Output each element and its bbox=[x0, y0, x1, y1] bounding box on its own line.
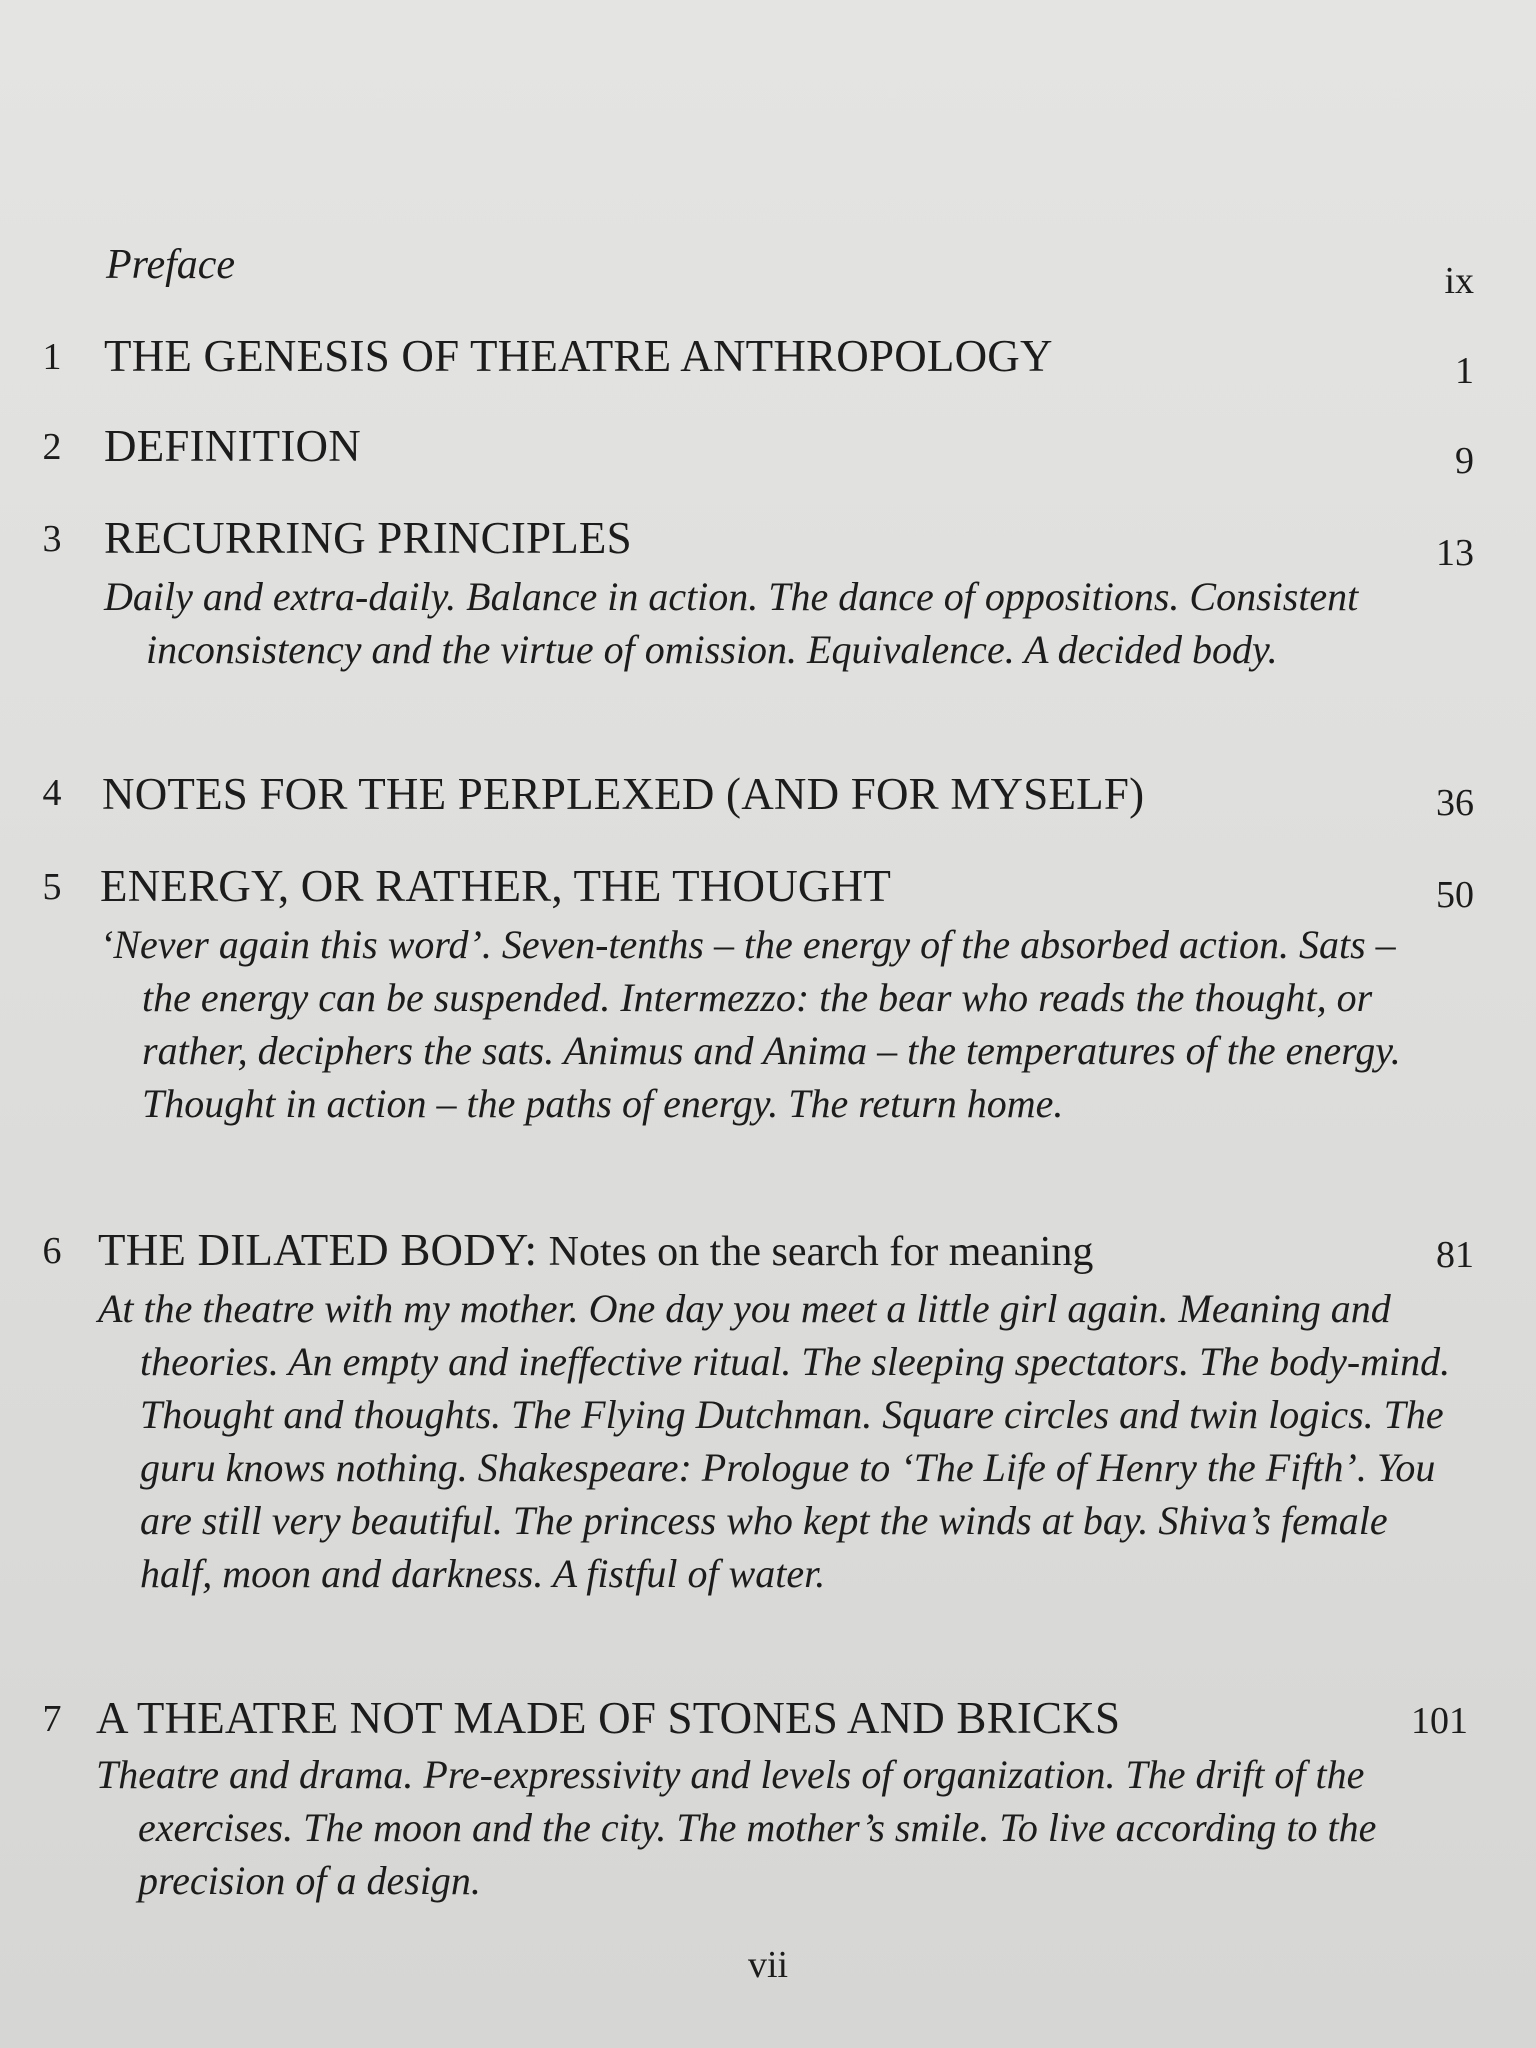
chapter-title bbox=[98, 1224, 1093, 1278]
chapter-page-number: 1 bbox=[1455, 350, 1474, 392]
chapter-title: A THEATRE NOT MADE OF STONES AND BRICKS bbox=[96, 1693, 1121, 1743]
preface-label: Preface bbox=[106, 242, 236, 288]
chapter-number: 2 bbox=[42, 426, 62, 468]
chapter-title: ENERGY, OR RATHER, THE THOUGHT bbox=[100, 861, 892, 911]
chapter-number: 4 bbox=[42, 772, 62, 814]
chapter-description: Theatre and drama. Pre-expressivity and levels of organization. The drift of the exercises. The moon and the city. The mother’s smile. To live according to the precision of a design. bbox=[96, 1752, 1377, 1903]
chapter-page-number: 36 bbox=[1436, 782, 1474, 824]
chapter-title: THE GENESIS OF THEATRE ANTHROPOLOGY bbox=[104, 331, 1053, 381]
page-folio: vii bbox=[747, 1944, 789, 1986]
chapter-page-number: 50 bbox=[1436, 874, 1474, 916]
chapter-page-number: 9 bbox=[1455, 440, 1474, 482]
chapter-page-number: 101 bbox=[1411, 1700, 1468, 1742]
chapter-subtitle: Notes on the search for meaning bbox=[548, 1229, 1094, 1275]
chapter-title: NOTES FOR THE PERPLEXED (AND FOR MYSELF) bbox=[102, 769, 1145, 819]
chapter-description: At the theatre with my mother. One day you meet a little girl again. Meaning and theories. An empty and ineffective ritual. The sleeping spectators. The body-mind. Thought and thoughts. The Flying Dutchman. Square circles and twin logics. The guru knows nothing. Shakespeare: Prologue to ‘The Life of Henry the Fifth’. You are still very beautiful. The princess who kept the winds at bay. Shiva’s female half, moon and darkness. A fistful of water. bbox=[98, 1286, 1451, 1596]
chapter-title: RECURRING PRINCIPLES bbox=[104, 513, 632, 563]
chapter-title: DEFINITION bbox=[104, 421, 361, 471]
chapter-number: 6 bbox=[42, 1230, 62, 1272]
chapter-number: 3 bbox=[42, 518, 62, 560]
chapter-title-main: THE DILATED BODY: bbox=[98, 1225, 538, 1275]
chapter-number: 1 bbox=[42, 336, 62, 378]
chapter-description: Daily and extra-daily. Balance in action. The dance of oppositions. Consistent inconsistency and the virtue of omission. Equivalence. A decided body. bbox=[104, 574, 1359, 672]
chapter-number: 5 bbox=[42, 866, 62, 908]
chapter-number: 7 bbox=[42, 1698, 62, 1740]
chapter-page-number: 13 bbox=[1436, 532, 1474, 574]
preface-page-number: ix bbox=[1444, 260, 1474, 302]
chapter-description: ‘Never again this word’. Seven-tenths – the energy of the absorbed action. Sats – the energy can be suspended. Intermezzo: the bear who reads the thought, or rather, deciphers the sats. Animus and Anima – the temperatures of the energy. Thought in action – the paths of energy. The return home. bbox=[100, 922, 1401, 1126]
chapter-page-number: 81 bbox=[1436, 1234, 1474, 1276]
